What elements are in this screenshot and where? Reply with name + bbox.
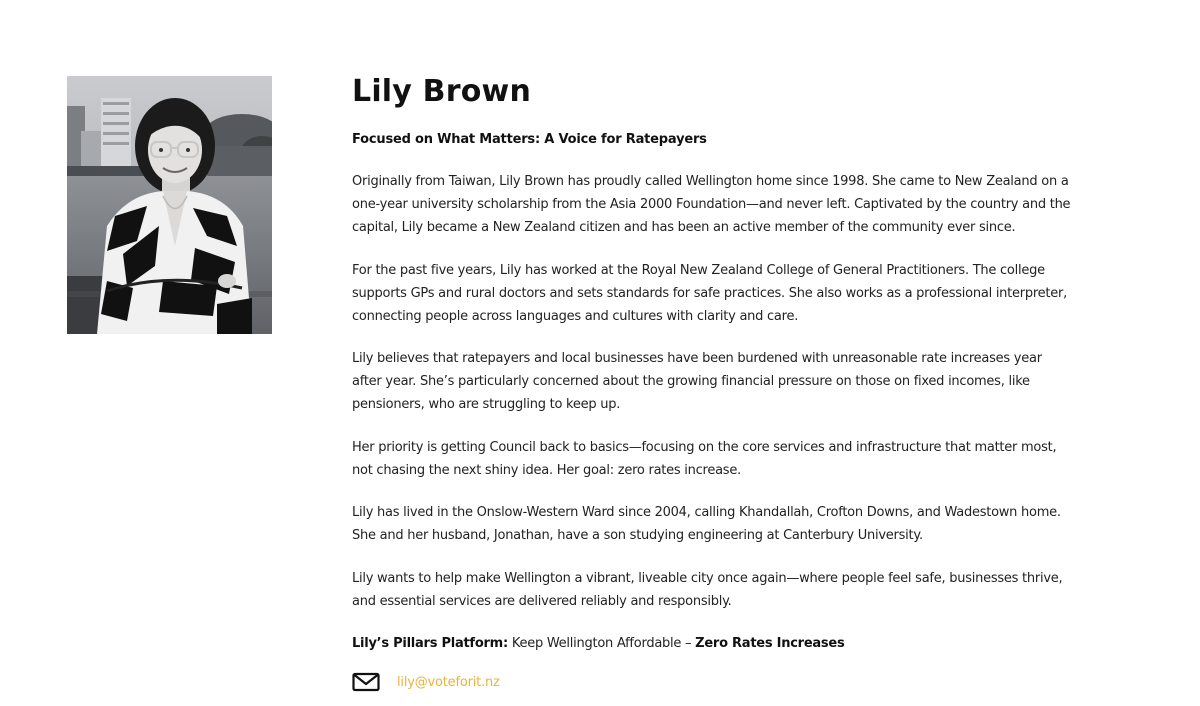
candidate-tagline: Focused on What Matters: A Voice for Ratepayers [352,132,707,147]
contact-row [352,671,1074,693]
envelope-icon [352,672,380,692]
email-link[interactable]: lily@voteforit.nz [397,674,500,690]
candidate-bio [352,170,1074,613]
bio-paragraph: Lily wants to help make Wellington a vibrant, liveable city once again—where people feel safe, businesses thrive, and essential services are delivered reliably and responsibly. [352,570,1063,609]
bio-paragraph: Her priority is getting Council back to basics—focusing on the core services and infrastructure that matter most, not chasing the next shiny idea. Her goal: zero rates increase. [352,439,1057,478]
bio-paragraph: Originally from Taiwan, Lily Brown has proudly called Wellington home since 1998. She came to New Zealand on a one-year university scholarship from the Asia 2000 Foundation—and never left. Captivated by the country and the capital, Lily became a New Zealand citizen and has been an active member of the community ever since. [352,174,1071,235]
bio-paragraph: Lily believes that ratepayers and local businesses have been burdened with unreasonable rate increases year after year. She’s particularly concerned about the growing financial pressure on those on fixed incomes, like pensioners, who are struggling to keep up. [352,351,1042,412]
pillars-platform [352,632,1074,655]
pillars-label: Lily’s Pillars Platform: [352,636,508,651]
profile-photo [67,76,272,334]
bio-paragraph: For the past five years, Lily has worked at the Royal New Zealand College of General Practitioners. The college supports GPs and rural doctors and sets standards for safe practices. She also works as a professional interpreter, connecting people across languages and cultures with clarity and care. [352,262,1067,324]
candidate-name: Lily Brown [352,74,532,109]
profile-content [352,70,1074,693]
pillars-highlight: Zero Rates Increases [695,636,845,651]
pillars-text: Keep Wellington Affordable – [507,636,696,651]
bio-paragraph: Lily has lived in the Onslow-Western Ward since 2004, calling Khandallah, Crofton Downs, and Wadestown home. She and her husband, Jonathan, have a son studying engineering at Canterbury University. [352,505,1061,543]
